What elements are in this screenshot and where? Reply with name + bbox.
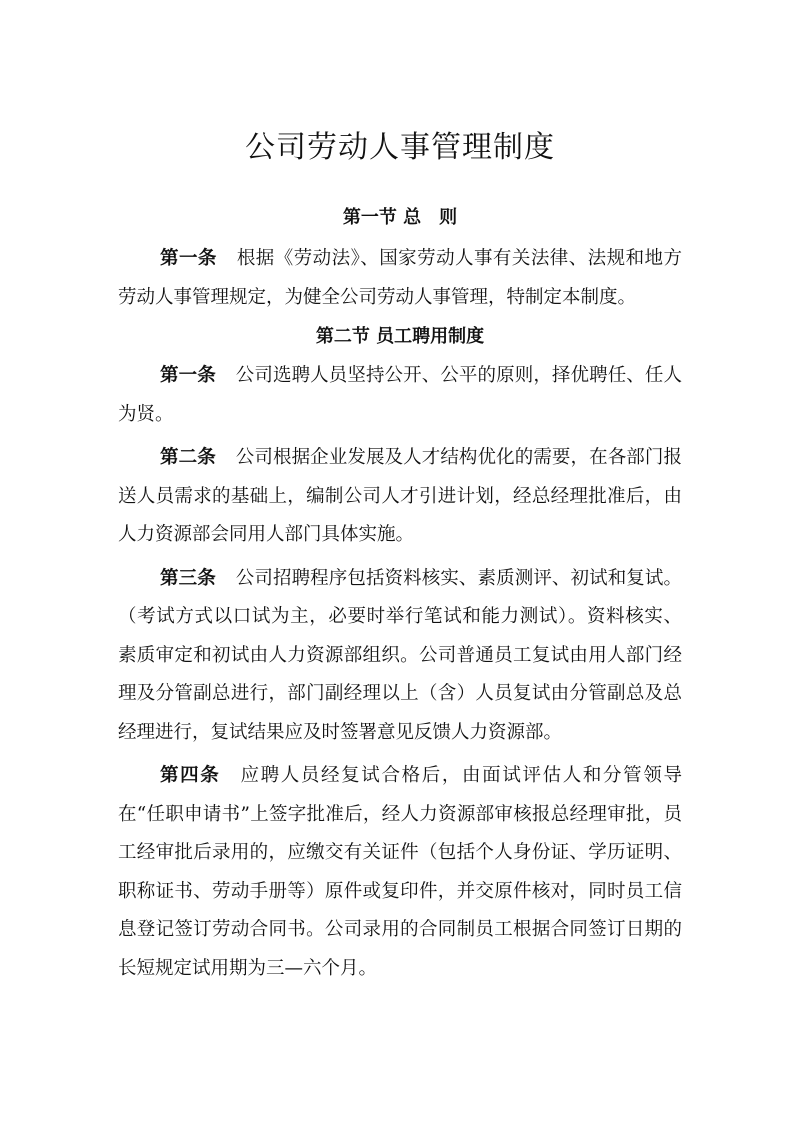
article-paragraph <box>118 240 682 317</box>
section-heading-general: 第一节 总 则 <box>342 207 458 228</box>
article-paragraph <box>118 757 682 988</box>
article-text: 应聘人员经复试合格后，由面试评估人和分管领导在“任职申请书”上签字批准后，经人力资源部审核报总经理审批，员工经审批后录用的，应缴交有关证件（包括个人身份证、学历证明、职称证书、劳动手册等）原件或复印件，并交原件核对，同时员工信息登记签订劳动合同书。公司录用的合同制员工根据合同签订日期的长短规定试用期为三—六个月。 <box>118 765 682 979</box>
article-label: 第四条 <box>160 765 221 786</box>
section-heading-employment: 第二节 员工聘用制度 <box>315 326 485 347</box>
article-paragraph <box>118 560 682 753</box>
article-label: 第三条 <box>160 567 216 589</box>
article-paragraph <box>118 357 682 434</box>
article-label: 第二条 <box>160 447 216 468</box>
document-title: 公司劳动人事管理制度 <box>245 130 555 165</box>
article-text: 公司选聘人员坚持公开、公平的原则，择优聘任、任人为贤。 <box>118 365 682 425</box>
article-text: 公司根据企业发展及人才结构优化的需要，在各部门报送人员需求的基础上，编制公司人才引进计划，经总经理批准后，由人力资源部会同用人部门具体实施。 <box>118 447 682 545</box>
article-paragraph <box>118 439 682 555</box>
article-text: 公司招聘程序包括资料核实、素质测评、初试和复试。（考试方式以口试为主，必要时举行笔试和能力测试）。资料核实、素质审定和初试由人力资源部组织。公司普通员工复试由用人部门经理及分管副总进行，部门副经理以上（含）人员复试由分管副总及总经理进行，复试结果应及时签署意见反馈人力资源部。 <box>118 567 682 743</box>
article-label: 第一条 <box>160 365 216 386</box>
article-label: 第一条 <box>160 248 217 269</box>
article-text: 根据《劳动法》、国家劳动人事有关法律、法规和地方劳动人事管理规定，为健全公司劳动人事管理，特制定本制度。 <box>118 248 682 308</box>
